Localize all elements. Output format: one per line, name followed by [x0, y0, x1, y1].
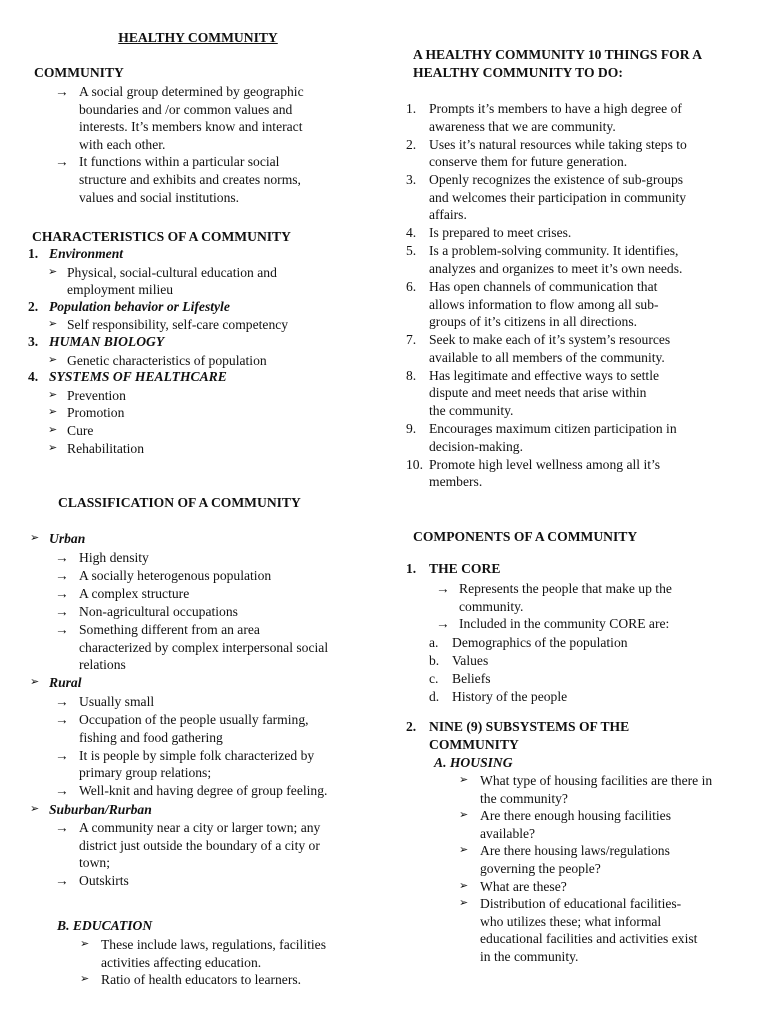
list-item-line: groups of it’s citizens in all directions. — [429, 314, 638, 330]
list-item-line: analyzes and organizes to meet it’s own needs. — [429, 261, 683, 276]
list-item-line: Has open channels of communication that — [429, 279, 658, 294]
triangle-bullet-icon: ➢ — [48, 424, 58, 436]
housing-heading: A. HOUSING — [434, 755, 513, 770]
community-definition-line: boundaries and /or common values and — [79, 101, 293, 117]
list-item-line: affairs. — [429, 207, 467, 223]
right-arrow-icon: → — [55, 820, 69, 836]
triangle-bullet-icon: ➢ — [459, 844, 469, 857]
characteristic-item: Rehabilitation — [67, 440, 145, 456]
list-item-line: the community. — [429, 403, 514, 418]
community-definition-line: A social group determined by geographic — [79, 84, 304, 99]
core-number: 1. — [406, 561, 417, 576]
triangle-bullet-icon: ➢ — [30, 802, 40, 815]
list-number: 4. — [406, 225, 417, 241]
core-title: THE CORE — [429, 561, 501, 576]
classification-item: A complex structure — [79, 585, 190, 601]
list-item-line: Has legitimate and effective ways to settle — [429, 367, 660, 383]
classification-title: Urban — [49, 531, 86, 546]
housing-item: governing the people? — [480, 861, 601, 876]
right-arrow-icon: → — [55, 622, 69, 637]
core-item: community. — [459, 598, 524, 614]
triangle-bullet-icon: ➢ — [30, 676, 40, 689]
right-arrow-icon: → — [436, 616, 450, 632]
list-item-line: Uses it’s natural resources while taking steps to — [429, 136, 687, 152]
triangle-bullet-icon: ➢ — [48, 353, 58, 366]
core-list-letter: a. — [429, 635, 439, 650]
classification-item: Usually small — [79, 693, 155, 709]
community-definition-line: It functions within a particular social — [79, 154, 280, 170]
classification-item: district just outside the boundary of a city or — [79, 837, 320, 853]
classification-item: relations — [79, 657, 126, 673]
housing-item: who utilizes these; what informal — [480, 913, 662, 929]
list-number: 1. — [406, 101, 417, 116]
components-heading: COMPONENTS OF A COMMUNITY — [413, 529, 638, 544]
characteristic-title: Environment — [49, 246, 124, 261]
list-item-line: awareness that we are community. — [429, 118, 616, 134]
education-item: activities affecting education. — [101, 954, 262, 970]
list-item-line: available to all members of the community. — [429, 349, 665, 365]
core-list-letter: d. — [429, 688, 440, 704]
classification-title: Rural — [49, 675, 82, 691]
triangle-bullet-icon: ➢ — [48, 441, 58, 454]
characteristic-title: Population behavior or Lifestyle — [49, 298, 230, 314]
classification-item: town; — [79, 855, 110, 871]
subsystems-line: NINE (9) SUBSYSTEMS OF THE — [429, 719, 630, 734]
right-arrow-icon: → — [55, 549, 69, 565]
core-list-item: Demographics of the population — [452, 635, 628, 650]
classification-item: Outskirts — [79, 873, 129, 889]
subsystems-heading — [429, 718, 629, 753]
triangle-bullet-icon: ➢ — [459, 774, 469, 786]
triangle-bullet-icon: ➢ — [48, 318, 58, 331]
community-definition-line: structure and exhibits and creates norms, — [79, 172, 301, 187]
right-arrow-icon: → — [55, 712, 69, 727]
community-heading: COMMUNITY — [34, 65, 124, 80]
classification-item: fishing and food gathering — [79, 729, 223, 745]
right-arrow-icon: → — [55, 873, 69, 889]
education-heading: B. EDUCATION — [57, 918, 153, 933]
community-definition-line: values and social institutions. — [79, 189, 240, 205]
list-item-line: Prompts it’s members to have a high degree of — [429, 101, 682, 116]
classification-title: Suburban/Rurban — [49, 801, 152, 817]
characteristic-title: SYSTEMS OF HEALTHCARE — [49, 369, 227, 385]
housing-item: What are these? — [480, 878, 567, 894]
characteristic-item: employment milieu — [67, 282, 174, 298]
right-arrow-icon: → — [436, 581, 450, 596]
education-item: Ratio of health educators to learners. — [101, 972, 302, 988]
list-item-line: and welcomes their participation in community — [429, 189, 687, 205]
core-item: Included in the community CORE are: — [459, 616, 670, 632]
triangle-bullet-icon: ➢ — [48, 388, 58, 401]
core-list-item: Beliefs — [452, 670, 491, 686]
subsystems-line: COMMUNITY — [429, 736, 519, 752]
housing-item: educational facilities and activities exist — [480, 931, 698, 947]
core-list-item: Values — [452, 652, 489, 668]
list-number: 6. — [406, 279, 417, 294]
right-arrow-icon: → — [55, 567, 69, 583]
community-definition-line: with each other. — [79, 136, 166, 152]
housing-item: the community? — [480, 790, 568, 806]
subsystems-number: 2. — [406, 719, 417, 734]
characteristic-number: 3. — [28, 334, 39, 349]
characteristic-number: 2. — [28, 298, 39, 314]
list-item-line: Is a problem-solving community. It identifies, — [429, 243, 679, 259]
education-item: These include laws, regulations, facilities — [101, 937, 326, 952]
classification-item: characterized by complex interpersonal social — [79, 639, 329, 655]
core-item: Represents the people that make up the — [459, 581, 672, 596]
characteristic-number: 4. — [28, 369, 39, 385]
housing-item: Distribution of educational facilities- — [480, 896, 682, 912]
classification-item: It is people by simple folk characterized by — [79, 747, 315, 763]
characteristic-title: HUMAN BIOLOGY — [49, 334, 165, 349]
triangle-bullet-icon: ➢ — [459, 809, 469, 822]
triangle-bullet-icon: ➢ — [48, 265, 58, 278]
classification-item: Well-knit and having degree of group feeling. — [79, 783, 328, 799]
classification-heading: CLASSIFICATION OF A COMMUNITY — [58, 495, 301, 510]
classification-item: A socially heterogenous population — [79, 567, 272, 583]
characteristic-item: Self responsibility, self-care competency — [67, 317, 289, 333]
characteristic-item: Physical, social-cultural education and — [67, 264, 277, 280]
triangle-bullet-icon: ➢ — [459, 897, 469, 910]
triangle-bullet-icon: ➢ — [459, 879, 469, 892]
list-number: 3. — [406, 172, 417, 188]
document-title: HEALTHY COMMUNITY — [118, 30, 278, 45]
list-item-line: members. — [429, 474, 483, 490]
housing-item: Are there enough housing facilities — [480, 808, 672, 824]
list-number: 5. — [406, 243, 417, 259]
right-arrow-icon: → — [55, 585, 69, 601]
list-number: 2. — [406, 136, 417, 152]
list-number: 7. — [406, 332, 417, 348]
list-number: 8. — [406, 367, 417, 383]
characteristic-number: 1. — [28, 246, 39, 261]
classification-item: Occupation of the people usually farming, — [79, 712, 309, 727]
characteristics-heading: CHARACTERISTICS OF A COMMUNITY — [32, 229, 291, 244]
classification-item: A community near a city or larger town; any — [79, 820, 321, 836]
triangle-bullet-icon: ➢ — [80, 973, 90, 986]
triangle-bullet-icon: ➢ — [30, 532, 40, 544]
characteristic-item: Prevention — [67, 387, 126, 403]
housing-item: What type of housing facilities are there in — [480, 773, 713, 788]
list-item-line: decision-making. — [429, 438, 524, 454]
core-list-item: History of the people — [452, 688, 568, 704]
list-item-line: allows information to flow among all sub- — [429, 296, 659, 312]
classification-item: Non-agricultural occupations — [79, 603, 238, 619]
list-item-line: conserve them for future generation. — [429, 154, 628, 170]
heading-line: A HEALTHY COMMUNITY 10 THINGS FOR A — [413, 47, 703, 62]
list-item-line: Promote high level wellness among all it’s — [429, 456, 661, 472]
core-list-letter: c. — [429, 670, 439, 686]
list-item-line: Seek to make each of it’s system’s resources — [429, 332, 671, 348]
list-item-line: Is prepared to meet crises. — [429, 225, 572, 241]
heading-line: HEALTHY COMMUNITY TO DO: — [413, 64, 623, 80]
core-list-letter: b. — [429, 652, 440, 668]
classification-item: Something different from an area — [79, 622, 260, 637]
right-arrow-icon: → — [55, 693, 69, 709]
list-item-line: Openly recognizes the existence of sub-groups — [429, 172, 684, 188]
characteristic-item: Genetic characteristics of population — [67, 352, 267, 368]
right-arrow-icon: → — [55, 84, 69, 99]
triangle-bullet-icon: ➢ — [80, 938, 90, 950]
characteristic-item: Promotion — [67, 405, 125, 421]
housing-item: Are there housing laws/regulations — [480, 843, 670, 859]
triangle-bullet-icon: ➢ — [48, 406, 58, 419]
list-item-line: dispute and meet needs that arise within — [429, 385, 647, 401]
housing-item: in the community. — [480, 949, 579, 964]
healthy-community-heading — [413, 46, 702, 81]
housing-item: available? — [480, 825, 536, 841]
classification-item: High density — [79, 549, 149, 565]
list-item-line: Encourages maximum citizen participation in — [429, 421, 677, 436]
right-arrow-icon: → — [55, 154, 69, 170]
right-arrow-icon: → — [55, 747, 69, 763]
characteristic-item: Cure — [67, 423, 94, 438]
right-arrow-icon: → — [55, 603, 69, 619]
list-number: 9. — [406, 421, 417, 436]
list-number: 10. — [406, 456, 423, 472]
right-arrow-icon: → — [55, 783, 69, 799]
classification-item: primary group relations; — [79, 765, 212, 781]
community-definition-line: interests. It’s members know and interact — [79, 119, 303, 135]
